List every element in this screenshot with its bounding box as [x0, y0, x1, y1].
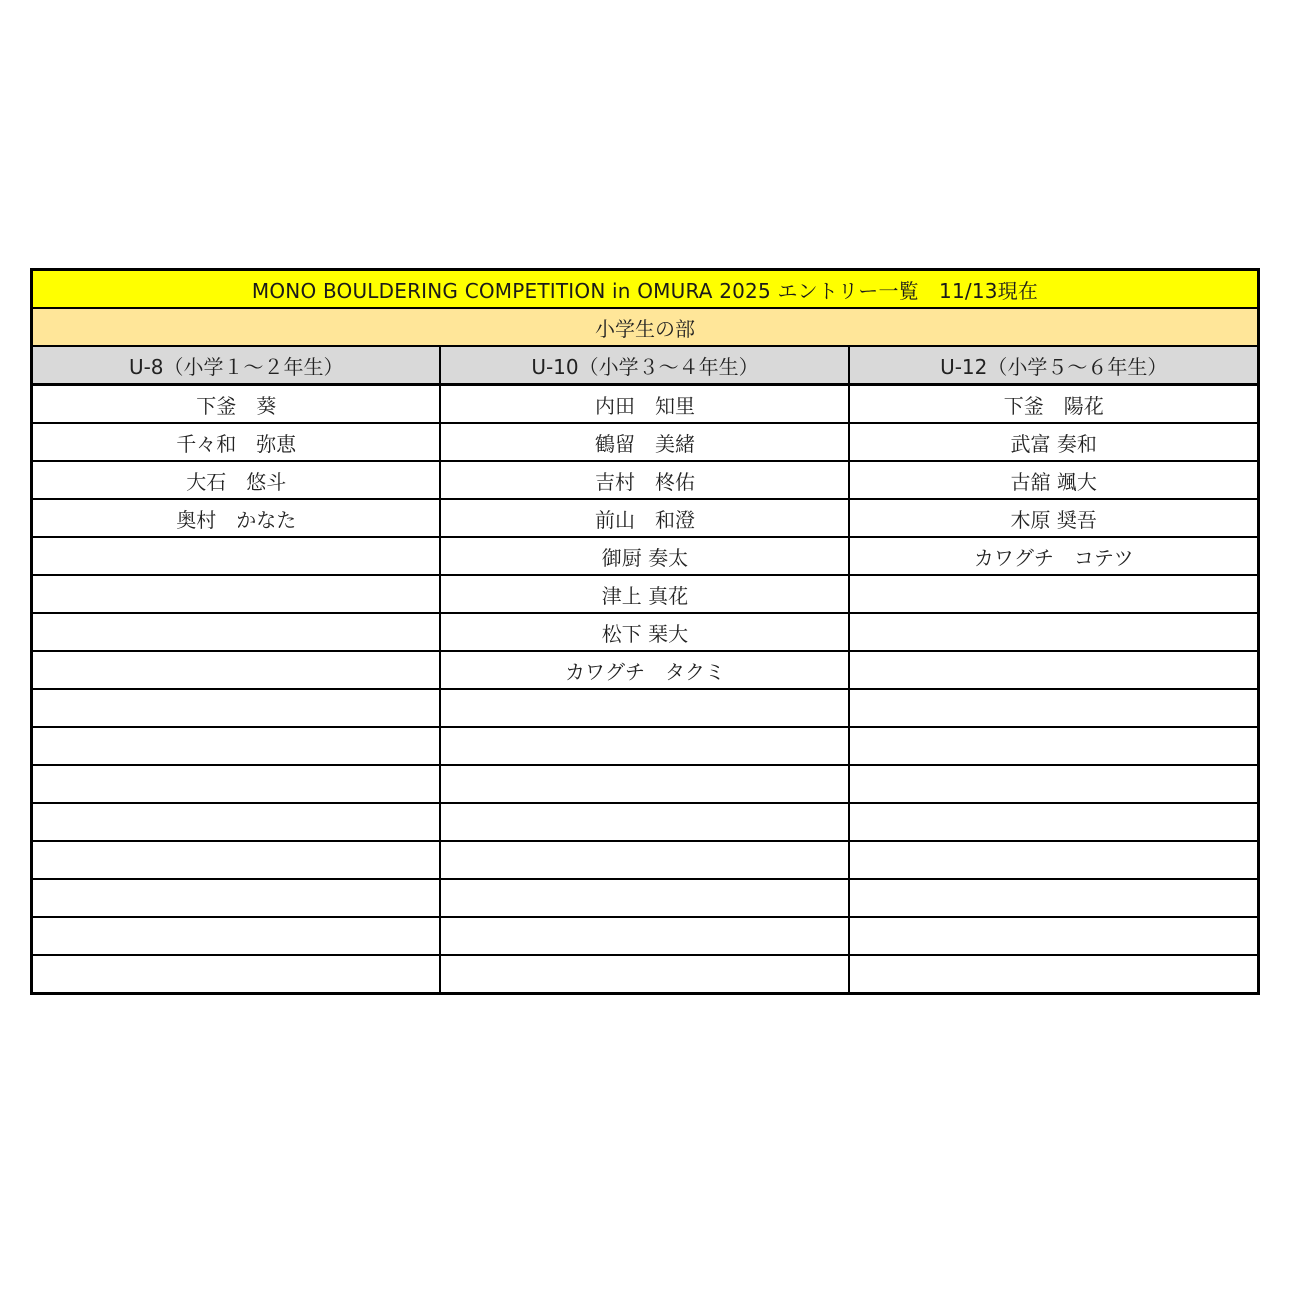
table-row	[32, 537, 1259, 575]
table-row	[32, 803, 1259, 841]
entry-cell-u10	[440, 727, 849, 765]
entry-cell-u8	[32, 537, 441, 575]
entry-cell-u8	[32, 955, 441, 994]
section-title: 小学生の部	[32, 308, 1259, 346]
table-row	[32, 727, 1259, 765]
entry-cell-u12: 武富 奏和	[849, 423, 1258, 461]
entry-cell-u12	[849, 613, 1258, 651]
entry-cell-u12	[849, 803, 1258, 841]
entry-cell-u10: 御厨 奏太	[440, 537, 849, 575]
table-row	[32, 955, 1259, 994]
sheet-title: MONO BOULDERING COMPETITION in OMURA 2025 エントリー一覧 11/13現在	[32, 270, 1259, 309]
table-row	[32, 689, 1259, 727]
entry-cell-u12: カワグチ コテツ	[849, 537, 1258, 575]
table-row	[32, 575, 1259, 613]
entry-cell-u8	[32, 879, 441, 917]
entry-cell-u8	[32, 575, 441, 613]
entry-cell-u8	[32, 803, 441, 841]
table-row	[32, 499, 1259, 537]
table-row	[32, 461, 1259, 499]
table-row	[32, 651, 1259, 689]
entry-cell-u10: 吉村 柊佑	[440, 461, 849, 499]
entry-cell-u10: 松下 琹大	[440, 613, 849, 651]
entry-cell-u10	[440, 765, 849, 803]
entry-cell-u8	[32, 727, 441, 765]
entry-cell-u8: 下釜 葵	[32, 385, 441, 424]
entry-cell-u8	[32, 689, 441, 727]
entry-cell-u8: 大石 悠斗	[32, 461, 441, 499]
entry-list-table	[30, 268, 1260, 995]
title-row	[32, 270, 1259, 309]
entry-cell-u10	[440, 879, 849, 917]
entry-cell-u12	[849, 651, 1258, 689]
entry-cell-u8	[32, 841, 441, 879]
entry-cell-u10: 内田 知里	[440, 385, 849, 424]
table-row	[32, 423, 1259, 461]
entry-cell-u10: 津上 真花	[440, 575, 849, 613]
entry-cell-u8	[32, 651, 441, 689]
entry-cell-u8: 千々和 弥恵	[32, 423, 441, 461]
column-header-row	[32, 346, 1259, 385]
entry-cell-u12: 下釜 陽花	[849, 385, 1258, 424]
entry-cell-u8	[32, 765, 441, 803]
entry-cell-u12	[849, 575, 1258, 613]
entry-cell-u10	[440, 917, 849, 955]
entry-cell-u10: 前山 和澄	[440, 499, 849, 537]
table-row	[32, 385, 1259, 424]
table-row	[32, 613, 1259, 651]
entry-cell-u8	[32, 613, 441, 651]
entry-cell-u10	[440, 955, 849, 994]
entry-cell-u12	[849, 689, 1258, 727]
entry-cell-u12: 木原 奨吾	[849, 499, 1258, 537]
entry-cell-u10	[440, 803, 849, 841]
entry-cell-u10	[440, 841, 849, 879]
column-header-u8: U-8（小学１～２年生）	[32, 346, 441, 385]
entry-cell-u12	[849, 765, 1258, 803]
column-header-u12: U-12（小学５～６年生）	[849, 346, 1258, 385]
entry-cell-u12	[849, 841, 1258, 879]
entry-cell-u10	[440, 689, 849, 727]
entry-cell-u12	[849, 727, 1258, 765]
entry-cell-u10: 鶴留 美緒	[440, 423, 849, 461]
table-row	[32, 879, 1259, 917]
entry-cell-u12: 古舘 颯大	[849, 461, 1258, 499]
table-row	[32, 765, 1259, 803]
entry-cell-u10: カワグチ タクミ	[440, 651, 849, 689]
entry-cell-u12	[849, 917, 1258, 955]
section-row	[32, 308, 1259, 346]
entry-cell-u12	[849, 955, 1258, 994]
entry-cell-u8: 奥村 かなた	[32, 499, 441, 537]
column-header-u10: U-10（小学３～４年生）	[440, 346, 849, 385]
entry-cell-u12	[849, 879, 1258, 917]
table-row	[32, 841, 1259, 879]
table-row	[32, 917, 1259, 955]
entry-cell-u8	[32, 917, 441, 955]
